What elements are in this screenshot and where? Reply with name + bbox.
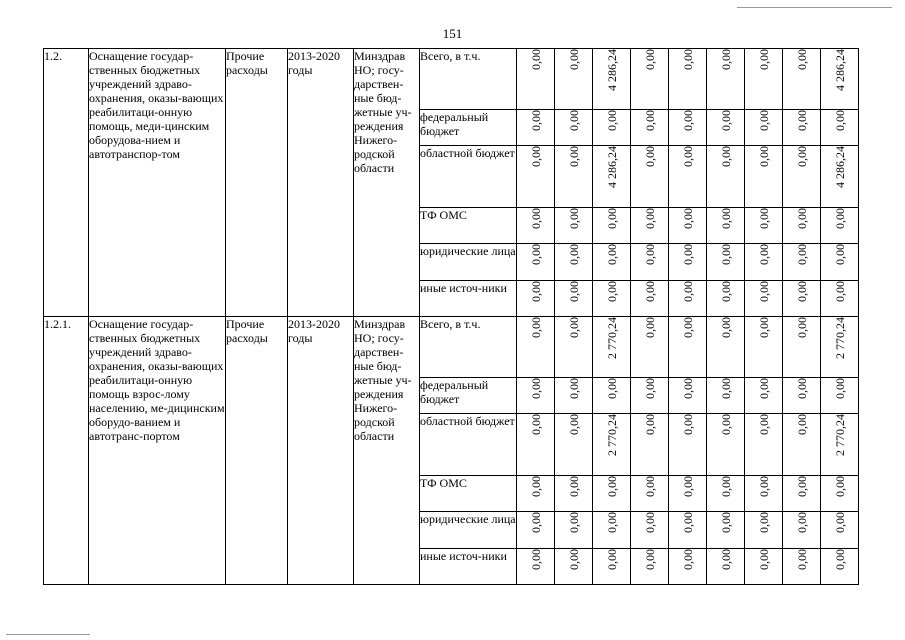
- value-cell: [669, 378, 707, 414]
- item-name-cell: Оснащение государ-ственных бюджетных учреждений здраво-охранения, оказы-вающих реабилитаци-онную помощь, меди-цинским оборудова-нием и автотранспор-том: [89, 49, 226, 317]
- value-cell: [707, 208, 745, 244]
- value-text: 0,00: [680, 414, 695, 435]
- funding-source-other-sources: иные источ-ники: [420, 549, 517, 585]
- value-text: 0,00: [832, 476, 847, 497]
- value-text: 0,00: [794, 244, 809, 265]
- value-cell: [783, 549, 821, 585]
- top-rule: [737, 7, 892, 8]
- value-cell: [517, 208, 555, 244]
- value-text: 4 286,24: [604, 49, 619, 91]
- value-text: 0,00: [604, 512, 619, 533]
- value-text: 0,00: [680, 378, 695, 399]
- value-text: 0,00: [528, 49, 543, 70]
- value-text: 0,00: [528, 414, 543, 435]
- value-cell: [517, 512, 555, 549]
- value-cell: [669, 281, 707, 317]
- value-text: 0,00: [680, 49, 695, 70]
- value-text: 0,00: [718, 244, 733, 265]
- value-cell: [555, 378, 593, 414]
- page-number: 151: [442, 26, 463, 41]
- executor-cell: Минздрав НО; госу-дарствен-ные бюд-жетные уч-реждения Нижего-родской области: [354, 317, 420, 585]
- value-text: 0,00: [756, 281, 771, 302]
- value-cell: [555, 414, 593, 476]
- funding-source-regional-budget: областной бюджет: [420, 146, 517, 208]
- value-text: 0,00: [794, 49, 809, 70]
- value-cell: [821, 208, 859, 244]
- value-text: 0,00: [794, 476, 809, 497]
- value-cell: [593, 244, 631, 281]
- value-text: 0,00: [794, 146, 809, 167]
- value-cell: [593, 512, 631, 549]
- value-cell: [745, 281, 783, 317]
- value-cell: [821, 281, 859, 317]
- value-cell: [631, 110, 669, 146]
- value-cell: [669, 414, 707, 476]
- value-text: 0,00: [756, 49, 771, 70]
- value-text: 0,00: [680, 281, 695, 302]
- value-text: 0,00: [642, 244, 657, 265]
- value-text: 0,00: [528, 146, 543, 167]
- value-cell: [745, 317, 783, 378]
- value-text: 2 770,24: [832, 414, 847, 456]
- value-cell: [593, 378, 631, 414]
- value-text: 0,00: [718, 512, 733, 533]
- value-cell: [669, 146, 707, 208]
- item-name-cell: Оснащение государ-ственных бюджетных учреждений здраво-охранения, оказы-вающих реабилитаци-онную помощь взрос-лому населению, ме-дицинским оборудо-ванием и автотранс-портом: [89, 317, 226, 585]
- value-text: 0,00: [794, 378, 809, 399]
- value-cell: [517, 146, 555, 208]
- value-text: 0,00: [680, 549, 695, 570]
- value-cell: [783, 49, 821, 110]
- value-text: 0,00: [794, 512, 809, 533]
- value-text: 0,00: [756, 317, 771, 338]
- value-text: 4 286,24: [832, 49, 847, 91]
- value-cell: [783, 244, 821, 281]
- value-cell: [631, 476, 669, 512]
- value-text: 0,00: [680, 146, 695, 167]
- expense-type-cell: Прочие расходы: [226, 49, 288, 317]
- value-text: 0,00: [528, 281, 543, 302]
- value-cell: [631, 244, 669, 281]
- value-text: 0,00: [756, 512, 771, 533]
- value-cell: [593, 549, 631, 585]
- value-text: 0,00: [794, 208, 809, 229]
- value-text: 0,00: [642, 378, 657, 399]
- value-cell: [783, 378, 821, 414]
- value-text: 0,00: [642, 549, 657, 570]
- value-cell: [555, 281, 593, 317]
- value-cell: [517, 317, 555, 378]
- value-text: 0,00: [528, 378, 543, 399]
- value-cell: [707, 49, 745, 110]
- value-cell: [783, 208, 821, 244]
- value-cell: [669, 244, 707, 281]
- bottom-rule: [6, 634, 90, 635]
- value-cell: [517, 378, 555, 414]
- value-text: 0,00: [566, 549, 581, 570]
- value-cell: [707, 378, 745, 414]
- value-text: 0,00: [718, 146, 733, 167]
- value-text: 0,00: [566, 49, 581, 70]
- funding-source-legal-entities: юридические лица: [420, 512, 517, 549]
- funding-source-tfoms: ТФ ОМС: [420, 208, 517, 244]
- value-cell: [745, 414, 783, 476]
- value-cell: [517, 244, 555, 281]
- value-text: 0,00: [832, 281, 847, 302]
- value-cell: [669, 208, 707, 244]
- value-cell: [517, 476, 555, 512]
- value-cell: [517, 110, 555, 146]
- value-cell: [631, 549, 669, 585]
- value-cell: [593, 208, 631, 244]
- value-text: 0,00: [642, 317, 657, 338]
- value-text: 0,00: [680, 110, 695, 131]
- value-text: 4 286,24: [832, 146, 847, 188]
- value-text: 0,00: [566, 110, 581, 131]
- value-cell: [821, 378, 859, 414]
- value-text: 4 286,24: [604, 146, 619, 188]
- value-cell: [555, 208, 593, 244]
- value-cell: [669, 317, 707, 378]
- value-cell: [669, 110, 707, 146]
- value-cell: [517, 281, 555, 317]
- value-cell: [783, 146, 821, 208]
- value-cell: [821, 414, 859, 476]
- value-text: 0,00: [566, 208, 581, 229]
- value-cell: [631, 208, 669, 244]
- value-text: 0,00: [794, 281, 809, 302]
- value-cell: [745, 476, 783, 512]
- value-text: 0,00: [566, 317, 581, 338]
- value-cell: [707, 549, 745, 585]
- value-cell: [707, 476, 745, 512]
- value-text: 0,00: [718, 208, 733, 229]
- funding-source-total: Всего, в т.ч.: [420, 49, 517, 110]
- value-cell: [745, 512, 783, 549]
- value-cell: [745, 49, 783, 110]
- value-text: 0,00: [528, 317, 543, 338]
- value-cell: [631, 49, 669, 110]
- value-cell: [669, 549, 707, 585]
- value-text: 0,00: [794, 549, 809, 570]
- funding-source-total: Всего, в т.ч.: [420, 317, 517, 378]
- value-text: 0,00: [604, 378, 619, 399]
- value-text: 0,00: [832, 244, 847, 265]
- value-text: 0,00: [718, 281, 733, 302]
- value-text: 2 770,24: [832, 317, 847, 359]
- value-text: 0,00: [794, 317, 809, 338]
- funding-source-other-sources: иные источ-ники: [420, 281, 517, 317]
- value-text: 0,00: [756, 414, 771, 435]
- value-cell: [707, 317, 745, 378]
- value-cell: [555, 512, 593, 549]
- value-text: 0,00: [528, 476, 543, 497]
- value-cell: [745, 208, 783, 244]
- value-text: 0,00: [680, 317, 695, 338]
- value-cell: [669, 476, 707, 512]
- value-text: 2 770,24: [604, 414, 619, 456]
- value-text: 0,00: [604, 476, 619, 497]
- value-cell: [783, 476, 821, 512]
- funding-source-federal-budget: федеральный бюджет: [420, 378, 517, 414]
- funding-source-federal-budget: федеральный бюджет: [420, 110, 517, 146]
- value-text: 2 770,24: [604, 317, 619, 359]
- value-text: 0,00: [566, 146, 581, 167]
- value-cell: [669, 512, 707, 549]
- value-text: 0,00: [642, 476, 657, 497]
- value-cell: [745, 549, 783, 585]
- value-cell: [745, 244, 783, 281]
- value-text: 0,00: [832, 512, 847, 533]
- value-cell: [707, 110, 745, 146]
- value-text: 0,00: [756, 110, 771, 131]
- value-cell: [783, 317, 821, 378]
- value-cell: [631, 378, 669, 414]
- value-cell: [555, 476, 593, 512]
- value-text: 0,00: [528, 110, 543, 131]
- table-row: [44, 317, 859, 378]
- value-text: 0,00: [794, 414, 809, 435]
- value-text: 0,00: [794, 110, 809, 131]
- value-text: 0,00: [756, 244, 771, 265]
- value-text: 0,00: [718, 49, 733, 70]
- value-text: 0,00: [642, 146, 657, 167]
- value-text: 0,00: [566, 378, 581, 399]
- value-text: 0,00: [642, 49, 657, 70]
- value-cell: [517, 414, 555, 476]
- value-cell: [783, 512, 821, 549]
- value-text: 0,00: [604, 549, 619, 570]
- value-text: 0,00: [756, 208, 771, 229]
- value-cell: [745, 378, 783, 414]
- value-cell: [745, 110, 783, 146]
- value-cell: [517, 49, 555, 110]
- value-cell: [593, 146, 631, 208]
- value-cell: [821, 49, 859, 110]
- value-text: 0,00: [756, 549, 771, 570]
- value-cell: [783, 281, 821, 317]
- value-cell: [631, 317, 669, 378]
- value-cell: [631, 512, 669, 549]
- value-text: 0,00: [718, 378, 733, 399]
- value-cell: [707, 414, 745, 476]
- value-text: 0,00: [756, 146, 771, 167]
- value-text: 0,00: [832, 110, 847, 131]
- value-text: 0,00: [566, 512, 581, 533]
- value-text: 0,00: [832, 378, 847, 399]
- value-text: 0,00: [528, 549, 543, 570]
- value-text: 0,00: [642, 208, 657, 229]
- value-text: 0,00: [604, 110, 619, 131]
- value-cell: [593, 476, 631, 512]
- value-cell: [821, 549, 859, 585]
- value-cell: [707, 281, 745, 317]
- value-cell: [821, 110, 859, 146]
- funding-source-legal-entities: юридические лица: [420, 244, 517, 281]
- value-cell: [593, 49, 631, 110]
- table-row: [44, 49, 859, 110]
- value-cell: [707, 244, 745, 281]
- value-text: 0,00: [832, 208, 847, 229]
- value-cell: [593, 317, 631, 378]
- value-cell: [517, 549, 555, 585]
- value-text: 0,00: [718, 476, 733, 497]
- value-cell: [821, 244, 859, 281]
- value-cell: [555, 110, 593, 146]
- value-cell: [821, 476, 859, 512]
- value-text: 0,00: [718, 549, 733, 570]
- budget-table: [43, 48, 859, 585]
- value-cell: [707, 146, 745, 208]
- value-text: 0,00: [642, 414, 657, 435]
- value-text: 0,00: [718, 110, 733, 131]
- value-cell: [631, 281, 669, 317]
- value-text: 0,00: [756, 476, 771, 497]
- item-code-cell: 1.2.1.: [44, 317, 89, 585]
- value-text: 0,00: [566, 476, 581, 497]
- funding-source-regional-budget: областной бюджет: [420, 414, 517, 476]
- value-text: 0,00: [718, 317, 733, 338]
- value-cell: [555, 549, 593, 585]
- value-cell: [593, 110, 631, 146]
- value-text: 0,00: [528, 208, 543, 229]
- value-cell: [745, 146, 783, 208]
- value-cell: [707, 512, 745, 549]
- value-cell: [821, 512, 859, 549]
- value-cell: [821, 146, 859, 208]
- value-text: 0,00: [566, 281, 581, 302]
- value-cell: [555, 244, 593, 281]
- period-cell: 2013-2020 годы: [288, 317, 354, 585]
- value-cell: [555, 317, 593, 378]
- value-text: 0,00: [566, 244, 581, 265]
- value-text: 0,00: [680, 244, 695, 265]
- value-cell: [821, 317, 859, 378]
- expense-type-cell: Прочие расходы: [226, 317, 288, 585]
- value-text: 0,00: [680, 476, 695, 497]
- value-text: 0,00: [528, 512, 543, 533]
- value-cell: [593, 281, 631, 317]
- value-cell: [555, 49, 593, 110]
- value-text: 0,00: [680, 512, 695, 533]
- value-cell: [669, 49, 707, 110]
- value-text: 0,00: [604, 281, 619, 302]
- funding-source-tfoms: ТФ ОМС: [420, 476, 517, 512]
- value-text: 0,00: [642, 281, 657, 302]
- item-code-cell: 1.2.: [44, 49, 89, 317]
- value-text: 0,00: [680, 208, 695, 229]
- value-cell: [593, 414, 631, 476]
- value-text: 0,00: [604, 244, 619, 265]
- value-cell: [631, 146, 669, 208]
- value-cell: [555, 146, 593, 208]
- value-text: 0,00: [642, 110, 657, 131]
- value-text: 0,00: [566, 414, 581, 435]
- value-text: 0,00: [642, 512, 657, 533]
- value-text: 0,00: [756, 378, 771, 399]
- executor-cell: Минздрав НО; госу-дарствен-ные бюд-жетные уч-реждения Нижего-родской области: [354, 49, 420, 317]
- value-cell: [783, 110, 821, 146]
- value-text: 0,00: [604, 208, 619, 229]
- value-cell: [631, 414, 669, 476]
- value-text: 0,00: [718, 414, 733, 435]
- value-text: 0,00: [832, 549, 847, 570]
- period-cell: 2013-2020 годы: [288, 49, 354, 317]
- value-text: 0,00: [528, 244, 543, 265]
- value-cell: [783, 414, 821, 476]
